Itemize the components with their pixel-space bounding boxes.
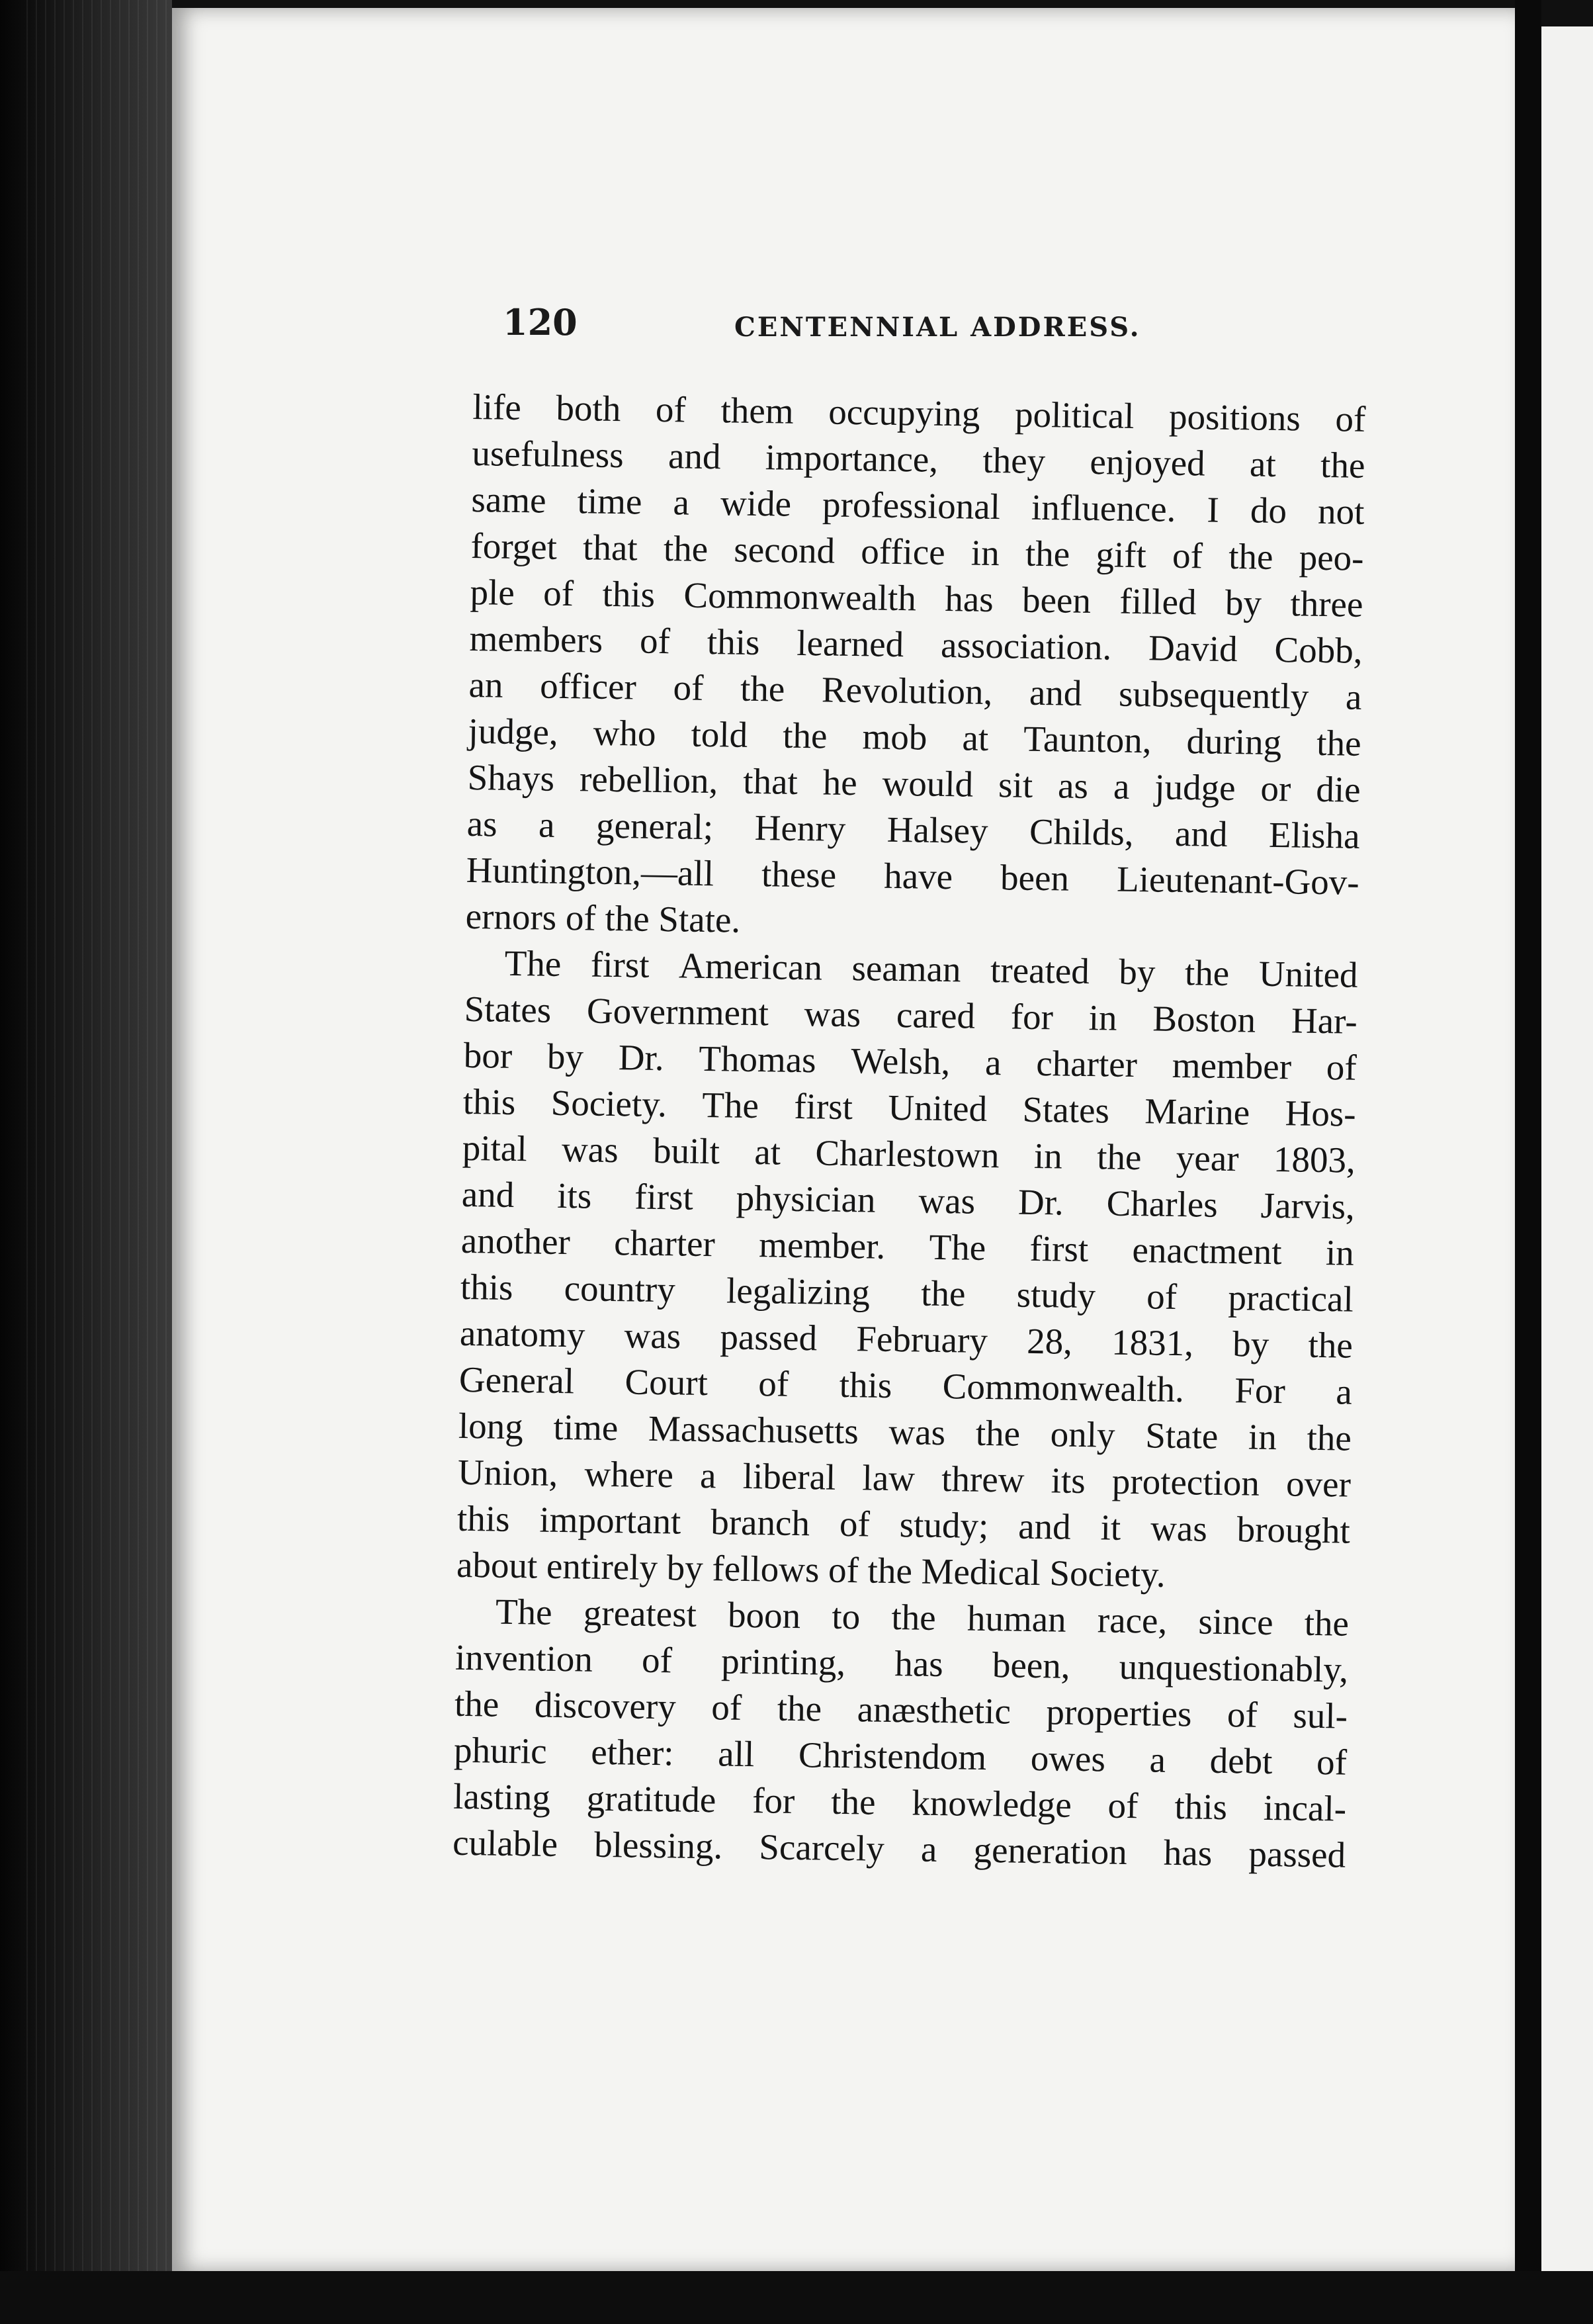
text-line: forget that the second office in the gift of the peo- (470, 525, 1364, 578)
text-line: bor by Dr. Thomas Welsh, a charter member of (463, 1034, 1357, 1088)
text-line: an officer of the Revolution, and subsequently a (468, 664, 1362, 717)
text-line: The greatest boon to the human race, since the (495, 1591, 1350, 1644)
text-line: life both of them occupying political positions of (472, 386, 1366, 439)
page-header (503, 301, 1336, 354)
text-line: anatomy was passed February 28, 1831, by the (459, 1312, 1354, 1366)
text-line: judge, who told the mob at Taunton, during the (468, 710, 1361, 764)
page-gutter (1515, 0, 1541, 2324)
paragraph (452, 1588, 1350, 1879)
paragraph (456, 940, 1359, 1601)
bottom-edge (0, 2271, 1593, 2324)
text-line: ernors of the State. (465, 895, 741, 940)
text-line: culable blessing. Scarcely a generation has passed (452, 1822, 1346, 1875)
page-block-edges (26, 0, 172, 2324)
text-line: this important branch of study; and it was brought (456, 1497, 1351, 1551)
text-line: phuric ether: all Christendom owes a debt of (453, 1729, 1348, 1783)
text-line: States Government was cared for in Boston Har- (464, 988, 1358, 1042)
text-line: Huntington,—all these have been Lieutenant-Gov- (466, 849, 1360, 903)
text-line: this Society. The first United States Marine Hos- (462, 1081, 1357, 1134)
running-head: CENTENNIAL ADDRESS. (734, 312, 1141, 343)
text-line: The first American seaman treated by the United (504, 942, 1358, 995)
text-line: and its first physician was Dr. Charles Jarvis, (461, 1173, 1356, 1227)
text-line: Union, where a liberal law threw its protection over (457, 1451, 1352, 1505)
text-line: the discovery of the anæsthetic properties of sul- (454, 1683, 1348, 1736)
text-line: long time Massachusetts was the only State in the (458, 1405, 1352, 1458)
paragraph (465, 384, 1366, 952)
text-line: pital was built at Charlestown in the year 1803, (462, 1127, 1356, 1181)
text-line: as a general; Henry Halsey Childs, and Elisha (466, 803, 1360, 856)
text-line: same time a wide professional influence. I do not (471, 478, 1365, 532)
text-line: this country legalizing the study of practical (460, 1266, 1354, 1319)
body-text (452, 384, 1366, 1879)
text-line: about entirely by fellows of the Medical Society. (456, 1544, 1166, 1595)
facing-page-edge (1541, 26, 1593, 2324)
text-line: members of this learned association. David Cobb, (469, 617, 1363, 671)
text-line: Shays rebellion, that he would sit as a judge or die (467, 756, 1361, 810)
text-line: another charter member. The first enactment in (460, 1220, 1355, 1273)
text-line: lasting gratitude for the knowledge of this incal- (452, 1775, 1347, 1829)
text-line: usefulness and importance, they enjoyed at the (472, 432, 1365, 486)
page-number: 120 (503, 301, 578, 343)
text-line: General Court of this Commonwealth. For a (458, 1359, 1353, 1412)
text-line: invention of printing, has been, unquestionably, (454, 1636, 1349, 1690)
text-line: ple of this Commonwealth has been filled by three (470, 571, 1363, 625)
